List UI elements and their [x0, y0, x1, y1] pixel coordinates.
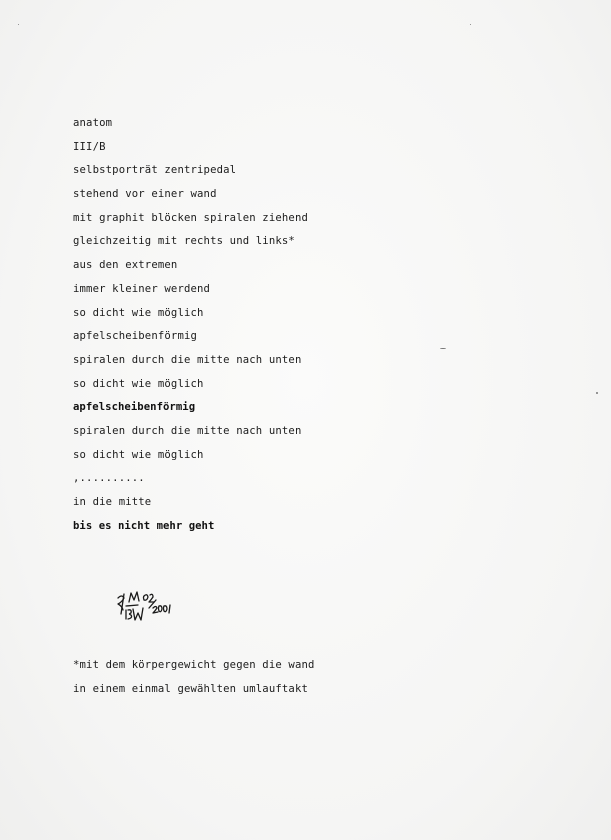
poem-line: selbstporträt zentripedal — [73, 164, 237, 177]
poem-line: apfelscheibenförmig — [73, 330, 198, 343]
poem-line: immer kleiner werdend — [73, 282, 211, 295]
paper-speck — [596, 392, 598, 394]
poem-last-line: bis es nicht mehr geht — [73, 519, 215, 532]
handwritten-signature — [112, 584, 192, 624]
poem-line: spiralen durch die mitte nach unten — [73, 353, 302, 366]
poem-line: stehend vor einer wand — [73, 188, 217, 201]
poem-body — [73, 112, 573, 538]
signature-drawing — [112, 584, 192, 624]
poem-line: so dicht wie möglich — [73, 377, 204, 390]
poem-line: aus den extremen — [73, 259, 178, 272]
poem-line: apfelscheibenförmig — [73, 401, 196, 414]
poem-line: mit graphit blöcken spiralen ziehend — [73, 211, 309, 224]
poem-title: anatom — [73, 117, 113, 129]
poem-line: so dicht wie möglich — [73, 306, 204, 319]
poem-subtitle: III/B — [73, 140, 106, 153]
paper-speck — [18, 24, 19, 25]
paper-speck — [470, 24, 471, 25]
poem-line: so dicht wie möglich — [73, 448, 204, 461]
paper-speck — [440, 348, 446, 349]
poem-line: spiralen durch die mitte nach unten — [73, 424, 302, 437]
footnote-line: *mit dem körpergewicht gegen die wand — [73, 659, 315, 671]
footnote — [73, 654, 573, 701]
footnote-line: in einem einmal gewählten umlauftakt — [73, 682, 309, 695]
poem-ellipsis-line: ,.......... — [73, 472, 145, 485]
poem-line: in die mitte — [73, 496, 152, 508]
poem-line: gleichzeitig mit rechts und links* — [73, 235, 295, 248]
